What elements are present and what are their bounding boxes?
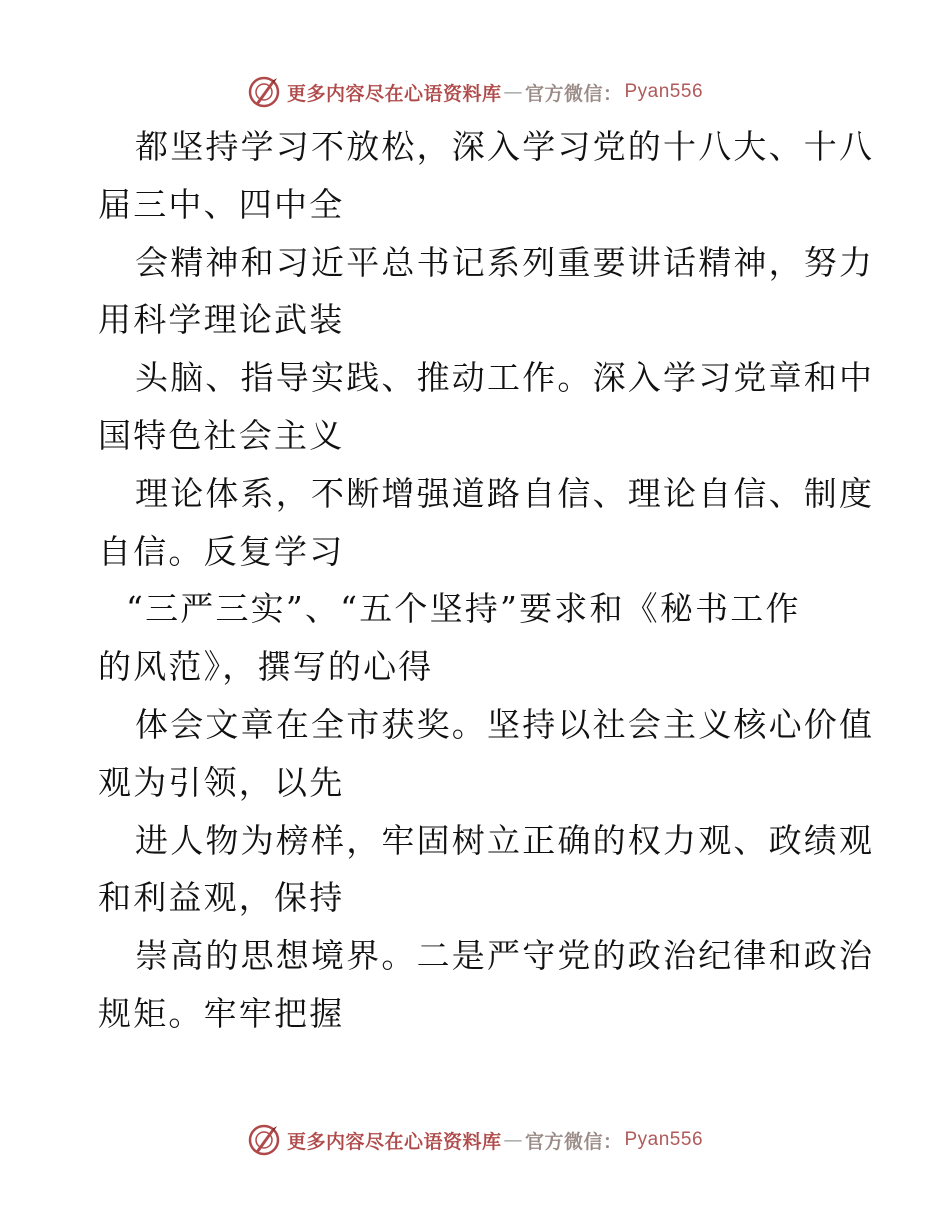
watermark-label: 官方微信： xyxy=(524,82,623,105)
text-line: 理论体系，不断增强道路自信、理论自信、制度 xyxy=(135,473,875,513)
quill-logo-icon xyxy=(247,75,281,109)
text-line: 和利益观，保持 xyxy=(98,878,345,918)
text-line: 体会文章在全市获奖。坚持以社会主义核心价值 xyxy=(135,704,875,744)
header-watermark xyxy=(0,72,950,112)
quill-logo-icon xyxy=(247,1123,281,1157)
watermark-main-text: 更多内容尽在心语资料库 xyxy=(286,1130,502,1153)
text-line: 规矩。牢牢把握 xyxy=(98,993,345,1033)
text-line: 都坚持学习不放松，深入学习党的十八大、十八 xyxy=(135,127,875,166)
watermark-id: Pyan556 xyxy=(624,1129,704,1150)
text-line: 自信。反复学习 xyxy=(98,531,345,571)
text-line: 观为引领，以先 xyxy=(98,762,345,802)
watermark-main-text: 更多内容尽在心语资料库 xyxy=(286,82,502,105)
text-line: 会精神和习近平总书记系列重要讲话精神，努力 xyxy=(135,242,875,282)
watermark-label: 官方微信： xyxy=(524,1130,623,1153)
watermark-dash: — xyxy=(503,1129,523,1151)
text-line: 崇高的思想境界。二是严守党的政治纪律和政治 xyxy=(135,936,875,976)
text-line: 进人物为榜样，牢固树立正确的权力观、政绩观 xyxy=(135,820,875,860)
watermark-dash: — xyxy=(503,81,523,103)
text-line: 届三中、四中全 xyxy=(98,184,345,224)
text-line: 国特色社会主义 xyxy=(98,415,345,455)
text-line: 头脑、指导实践、推动工作。深入学习党章和中 xyxy=(135,358,875,398)
text-line: “三严三实”、“五个坚持”要求和《秘书工作 xyxy=(126,589,801,629)
document-body xyxy=(98,118,875,1043)
text-line: 的风范》，撰写的心得 xyxy=(98,647,434,687)
watermark-id: Pyan556 xyxy=(624,81,704,102)
footer-watermark xyxy=(0,1120,950,1160)
text-line: 用科学理论武装 xyxy=(98,300,345,340)
